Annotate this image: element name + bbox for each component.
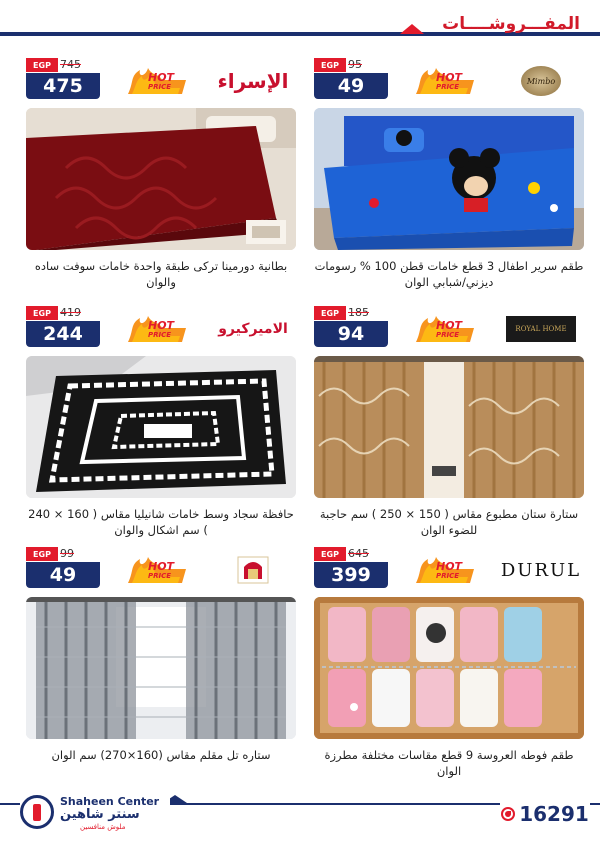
- product-description: بطانية دورمينا تركى طبقة واحدة خامات سوفت ساده والوان: [34, 259, 288, 289]
- brand-logo: [210, 312, 296, 346]
- brand-logo: [210, 553, 296, 587]
- brand-logo: [498, 312, 584, 346]
- bedding-image: [314, 108, 584, 250]
- new-price: 475: [26, 73, 100, 99]
- product-photo[interactable]: [26, 597, 296, 739]
- product-description: حافظة سجاد وسط خامات شانيليا مقاس ( 160 × 240 ) سم اشكال والوان: [28, 507, 294, 537]
- new-price: 49: [314, 73, 388, 99]
- new-price: 244: [26, 321, 100, 347]
- old-price: 645: [348, 547, 369, 560]
- product-photo[interactable]: [26, 108, 296, 250]
- currency-tag: EGP: [26, 58, 58, 72]
- product-photo[interactable]: [314, 356, 584, 498]
- rug-image: [26, 356, 296, 498]
- currency-tag: EGP: [314, 58, 346, 72]
- hot-sub-label: PRICE: [148, 331, 172, 339]
- hot-label: HOT: [148, 560, 175, 573]
- page-footer: [0, 785, 600, 842]
- hot-label: HOT: [148, 71, 175, 84]
- new-price: 49: [26, 562, 100, 588]
- product-photo[interactable]: [314, 597, 584, 739]
- old-price: 419: [60, 306, 81, 319]
- brand-name: DURUL: [500, 559, 582, 581]
- section-title: المفـــروشــــات: [442, 14, 580, 34]
- brand-logo: [210, 64, 296, 98]
- hot-price-badge: [126, 555, 188, 585]
- hot-label: HOT: [436, 319, 463, 332]
- price-box: [314, 58, 388, 98]
- old-price: 95: [348, 58, 362, 71]
- hot-sub-label: PRICE: [436, 83, 460, 91]
- currency-tag: EGP: [26, 306, 58, 320]
- curtain-image: [314, 356, 584, 498]
- phone-icon: [501, 807, 515, 821]
- product-description: ستارة ستان مطبوع مقاس ( 150 × 250 ) سم حاجبة للضوء الوان: [319, 507, 579, 537]
- hot-sub-label: PRICE: [436, 331, 460, 339]
- hotline-number: 16291: [519, 802, 589, 826]
- hot-price-badge: [126, 66, 188, 96]
- brand-name: الاميركيرو: [218, 321, 288, 337]
- price-box: [26, 547, 100, 587]
- old-price: 745: [60, 58, 81, 71]
- currency-tag: EGP: [314, 306, 346, 320]
- tulle-curtain-image: [26, 597, 296, 739]
- hotline[interactable]: [500, 799, 590, 829]
- brand-logo: [498, 64, 584, 98]
- new-price: 94: [314, 321, 388, 347]
- logo-arabic: سنتر شاهين: [60, 807, 140, 822]
- product-description: طقم فوطه العروسة 9 قطع مقاسات مختلفة مطرزة الوان: [324, 748, 574, 778]
- logo-tagline: ملوش منافسين: [80, 823, 126, 831]
- hot-sub-label: PRICE: [436, 572, 460, 580]
- brand-name: الإسراء: [217, 69, 289, 93]
- hot-price-badge: [414, 66, 476, 96]
- product-photo[interactable]: [314, 108, 584, 250]
- header-accent: [400, 24, 424, 34]
- price-box: [314, 547, 388, 587]
- blanket-image: [26, 108, 296, 250]
- old-price: 99: [60, 547, 74, 560]
- brand-name: Mimbo: [526, 76, 556, 86]
- price-box: [314, 306, 388, 346]
- brand-emblem-icon: [236, 555, 270, 585]
- towel-set-image: [314, 597, 584, 739]
- product-photo[interactable]: [26, 356, 296, 498]
- hot-price-badge: [414, 555, 476, 585]
- price-box: [26, 58, 100, 98]
- hot-price-badge: [414, 314, 476, 344]
- old-price: 185: [348, 306, 369, 319]
- product-description: ستاره تل مقلم مقاس (160×270) سم الوان: [51, 748, 271, 762]
- hot-sub-label: PRICE: [148, 572, 172, 580]
- brand-name: ROYAL HOME: [515, 325, 567, 333]
- price-box: [26, 306, 100, 346]
- page-header: [0, 0, 600, 42]
- new-price: 399: [314, 562, 388, 588]
- hot-price-badge: [126, 314, 188, 344]
- store-logo[interactable]: [20, 793, 170, 833]
- brand-logo: [498, 553, 584, 587]
- hot-label: HOT: [436, 71, 463, 84]
- currency-tag: EGP: [314, 547, 346, 561]
- hot-label: HOT: [436, 560, 463, 573]
- logo-emblem-icon: [20, 795, 54, 829]
- logo-english: Shaheen Center: [60, 795, 160, 808]
- hot-label: HOT: [148, 319, 175, 332]
- hot-sub-label: PRICE: [148, 83, 172, 91]
- product-description: طقم سرير اطفال 3 قطع خامات قطن 100 % رسومات ديزني/شبابي الوان: [314, 259, 584, 289]
- currency-tag: EGP: [26, 547, 58, 561]
